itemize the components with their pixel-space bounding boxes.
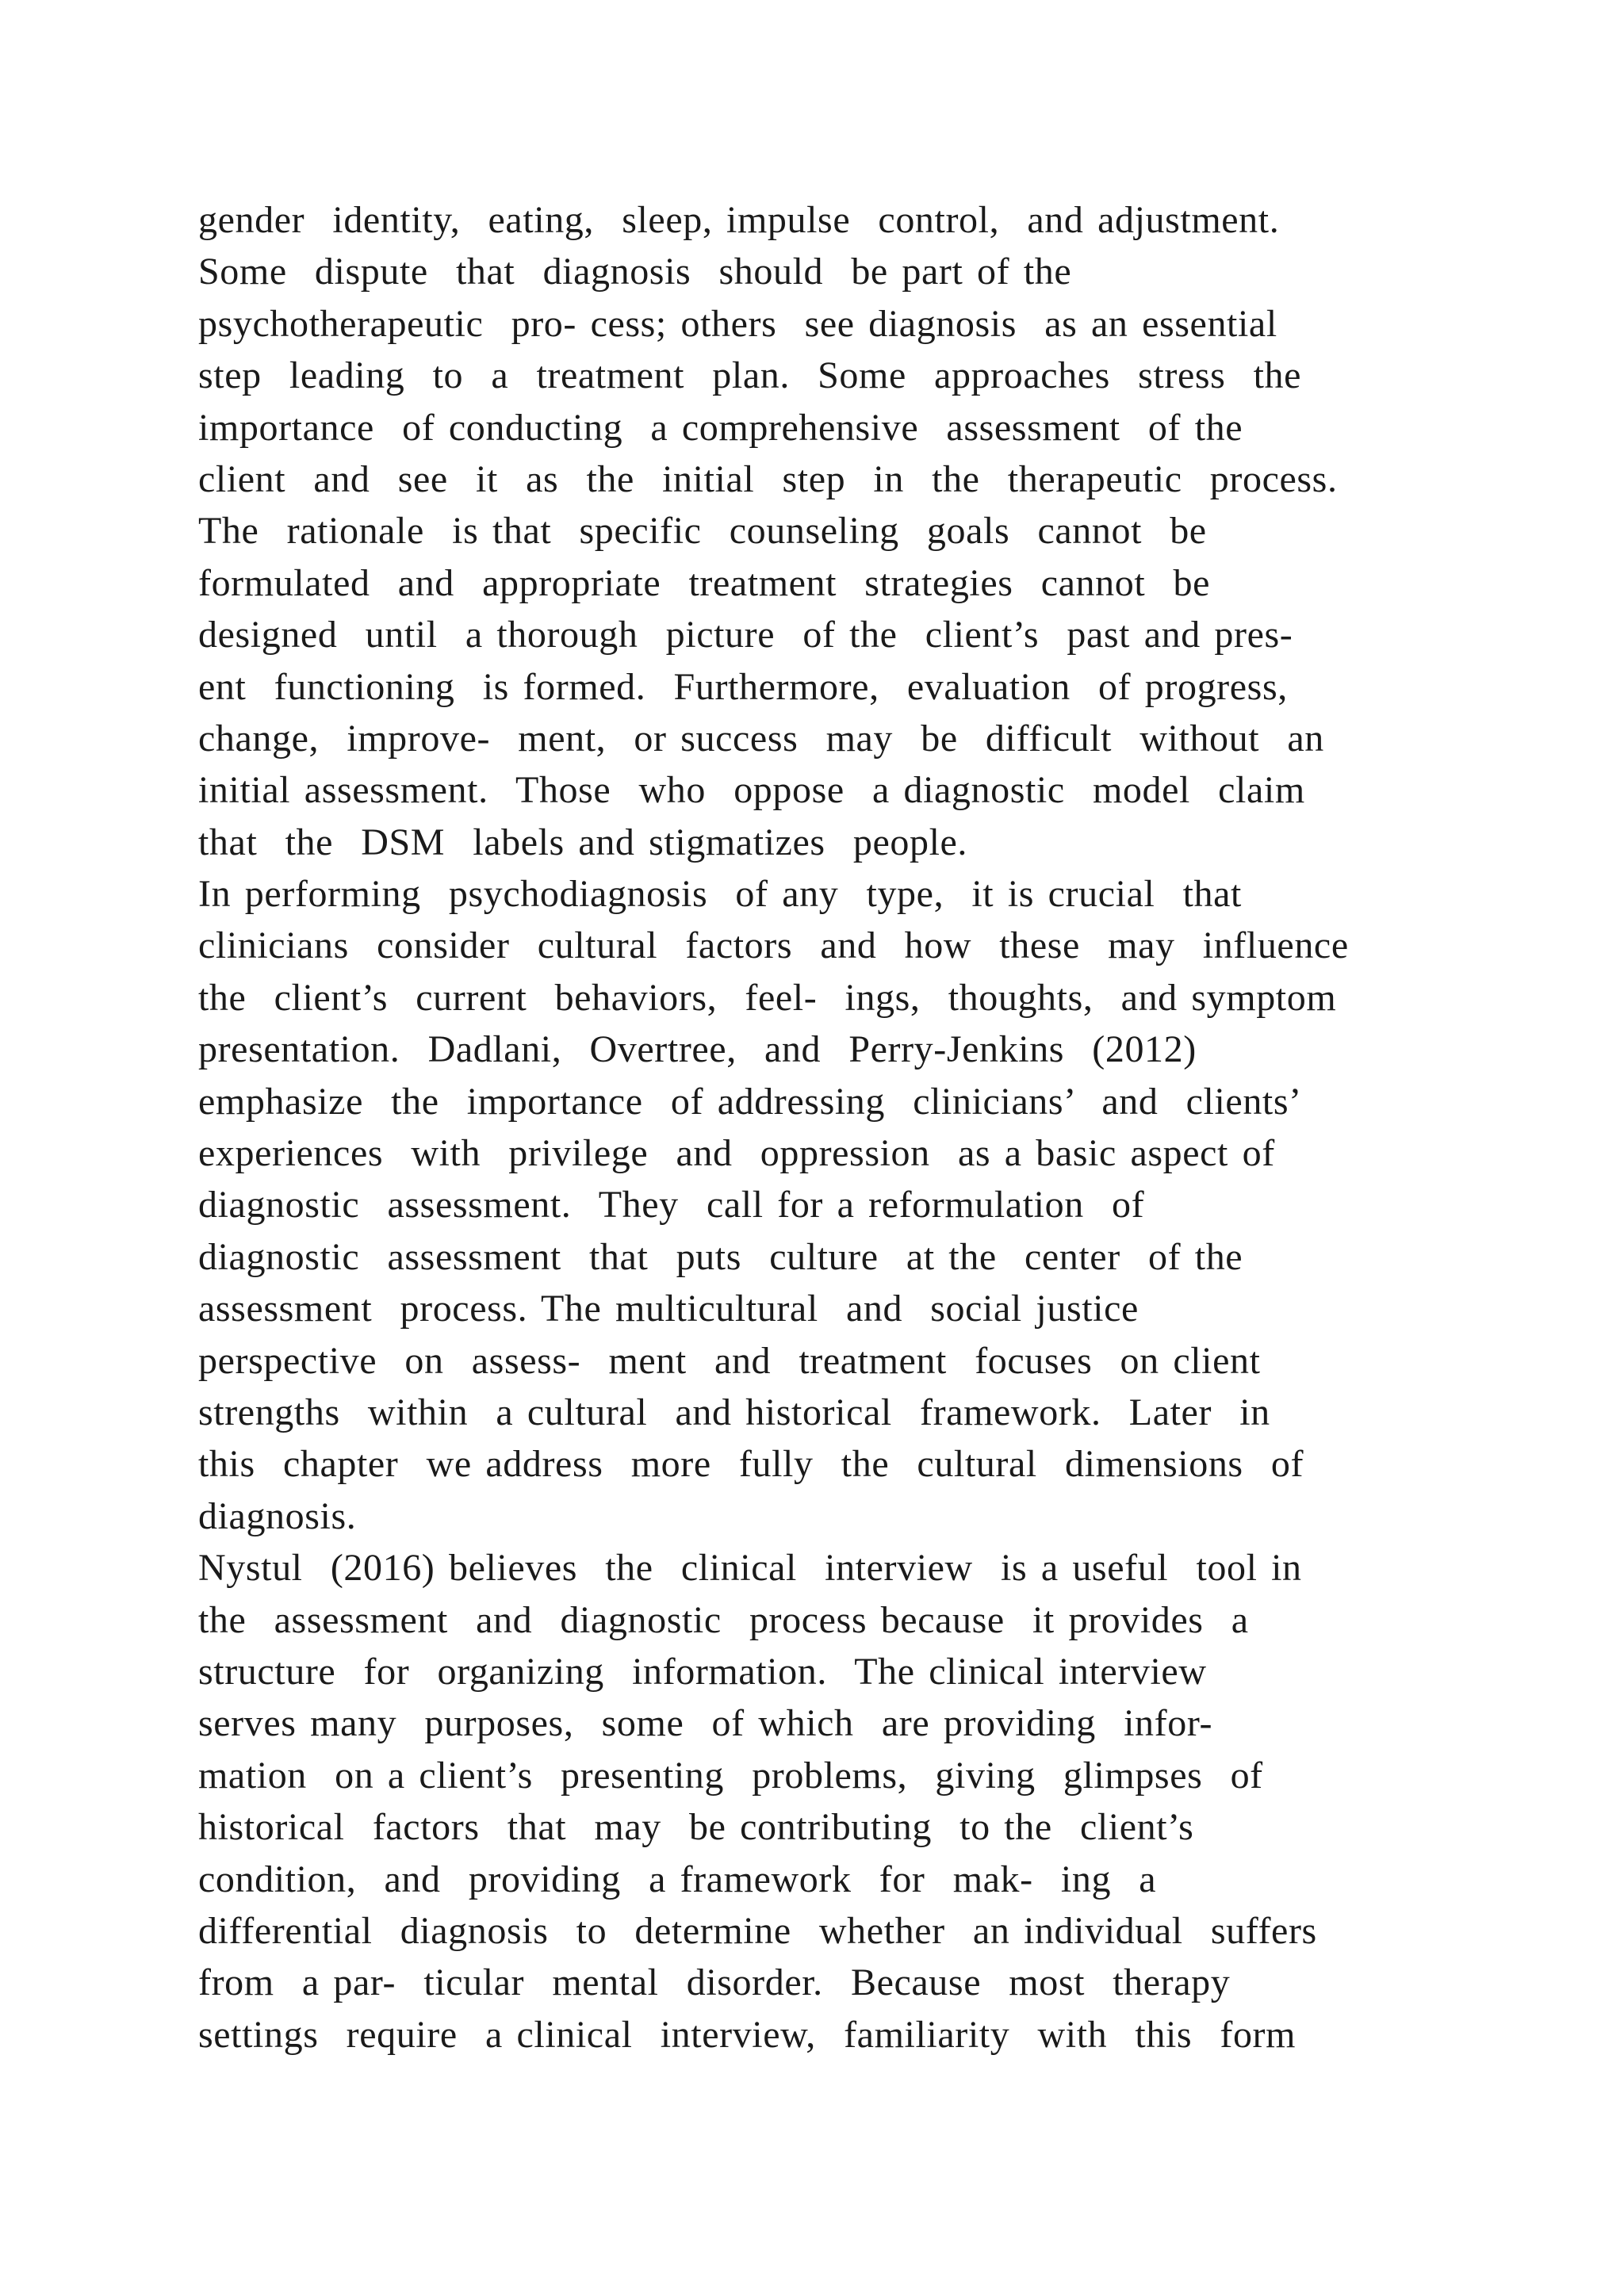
text-line: presentation. Dadlani, Overtree, and Perry-Jenkins (2012) — [198, 1028, 1197, 1071]
text-line: diagnostic assessment. They call for a reformulation of — [198, 1184, 1145, 1226]
text-line: designed until a thorough picture of the client’s past and pres- — [198, 614, 1293, 656]
text-line: client and see it as the initial step in the therapeutic process. — [198, 457, 1338, 500]
text-line: diagnostic assessment that puts culture at the center of the — [198, 1235, 1243, 1278]
text-line: Some dispute that diagnosis should be part of the — [198, 251, 1072, 293]
text-line: step leading to a treatment plan. Some approaches stress the — [198, 354, 1302, 397]
text-line: condition, and providing a framework for mak- ing a — [198, 1858, 1157, 1900]
text-line: mation on a client’s presenting problems, giving glimpses of — [198, 1754, 1263, 1797]
text-line: ent functioning is formed. Furthermore, evaluation of progress, — [198, 665, 1288, 708]
text-line: psychotherapeutic pro- cess; others see diagnosis as an essential — [198, 302, 1277, 345]
text-line: emphasize the importance of addressing clinicians’ and clients’ — [198, 1080, 1302, 1123]
body-text — [198, 194, 1499, 2061]
text-line: strengths within a cultural and historical framework. Later in — [198, 1391, 1270, 1433]
text-line: formulated and appropriate treatment strategies cannot be — [198, 561, 1211, 604]
text-line: change, improve- ment, or success may be difficult without an — [198, 717, 1324, 760]
text-line: Nystul (2016) believes the clinical interview is a useful tool in — [198, 1547, 1302, 1590]
text-line: the assessment and diagnostic process because it provides a — [198, 1598, 1249, 1641]
text-line: gender identity, eating, sleep, impulse control, and adjustment. — [198, 199, 1280, 241]
text-line: assessment process. The multicultural and social justice — [198, 1288, 1139, 1330]
text-line: experiences with privilege and oppression as a basic aspect of — [198, 1132, 1275, 1175]
text-line: The rationale is that specific counseling goals cannot be — [198, 510, 1207, 553]
text-line: perspective on assess- ment and treatment focuses on client — [198, 1339, 1261, 1382]
text-line: historical factors that may be contributing to the client’s — [198, 1806, 1194, 1849]
text-line: importance of conducting a comprehensive assessment of the — [198, 406, 1243, 449]
text-line: that the DSM labels and stigmatizes people. — [198, 821, 968, 863]
text-line: structure for organizing information. The clinical interview — [198, 1650, 1207, 1693]
text-line: from a par- ticular mental disorder. Because most therapy — [198, 1961, 1231, 2004]
text-line: In performing psychodiagnosis of any type, it is crucial that — [198, 873, 1242, 916]
text-line: the client’s current behaviors, feel- ings, thoughts, and symptom — [198, 976, 1337, 1019]
text-line: diagnosis. — [198, 1494, 357, 1537]
text-line: serves many purposes, some of which are providing infor- — [198, 1702, 1213, 1745]
text-line: this chapter we address more fully the cultural dimensions of — [198, 1443, 1304, 1486]
text-line: differential diagnosis to determine whether an individual suffers — [198, 1909, 1317, 1952]
text-line: initial assessment. Those who oppose a diagnostic model claim — [198, 769, 1305, 812]
text-line: settings require a clinical interview, familiarity with this form — [198, 2013, 1297, 2056]
text-line: clinicians consider cultural factors and how these may influence — [198, 924, 1349, 967]
